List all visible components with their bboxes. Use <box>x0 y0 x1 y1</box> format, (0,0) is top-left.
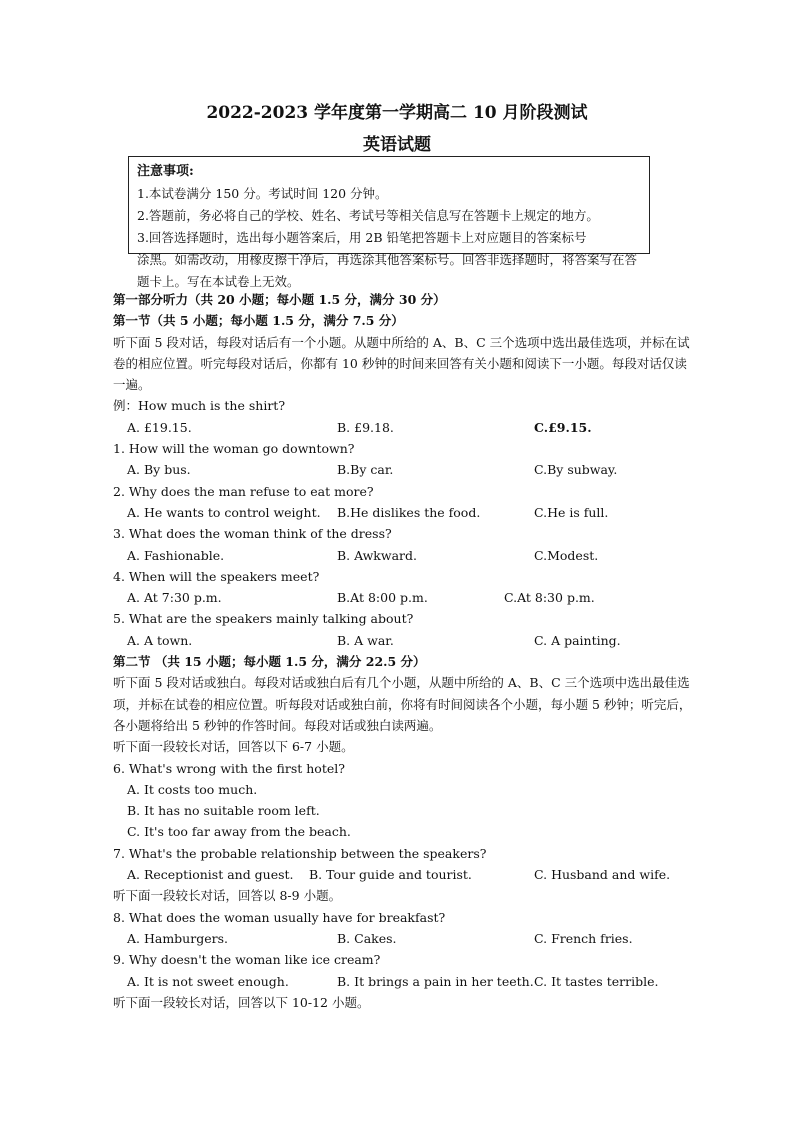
question-7-options <box>113 864 693 885</box>
section1-instructions: 听下面 5 段对话，每段对话后有一个小题。从题中所给的 A、B、C 三个选项中选出最佳选项，并标在试卷的相应位置。听完每段对话后，你都有 10 秒钟的时间来回答有关小题和阅读下一小题。每段对话仅读一遍。 <box>113 334 690 393</box>
question-4: 4. When will the speakers meet? <box>113 568 320 584</box>
example-options <box>113 417 693 438</box>
section2-heading: 第二节 （共 15 小题；每小题 1.5 分，满分 22.5 分） <box>113 654 426 670</box>
option-b: B.He dislikes the food. <box>337 504 481 520</box>
option-c: C.By subway. <box>534 462 618 478</box>
notice-item: 涂黑。如需改动，用橡皮擦干净后，再选涂其他答案标号。回答非选择题时，将答案写在答题卡上。写在本试卷上无效。 <box>137 252 638 289</box>
notice-heading: 注意事项: <box>137 164 194 179</box>
question-2: 2. Why does the man refuse to eat more? <box>113 483 374 499</box>
option-a: A. By bus. <box>127 462 191 478</box>
option-a: A. At 7:30 p.m. <box>127 590 222 606</box>
option-b: B.By car. <box>337 462 394 478</box>
option-b: B. Cakes. <box>337 930 397 946</box>
option-c: C. A painting. <box>534 632 621 648</box>
question-3: 3. What does the woman think of the dress? <box>113 526 392 542</box>
question-1-options <box>113 459 693 480</box>
question-7: 7. What's the probable relationship between the speakers? <box>113 845 487 861</box>
question-2-options <box>113 502 693 523</box>
question-8: 8. What does the woman usually have for breakfast? <box>113 909 446 925</box>
question-8-options <box>113 928 693 949</box>
option-a: A. A town. <box>127 632 193 648</box>
option-a: A. Receptionist and guest. <box>127 867 294 883</box>
option-b: B.At 8:00 p.m. <box>337 590 428 606</box>
notice-item: 1.本试卷满分 150 分。考试时间 120 分钟。 <box>137 186 388 201</box>
option-a: A. It costs too much. <box>127 781 258 797</box>
option-b: B. Awkward. <box>337 547 417 563</box>
question-6: 6. What's wrong with the first hotel? <box>113 760 345 776</box>
option-c: C. It tastes terrible. <box>534 973 659 989</box>
question-9-options <box>113 971 693 992</box>
question-3-options <box>113 545 693 566</box>
question-1: 1. How will the woman go downtown? <box>113 441 355 457</box>
example-question: 例：How much is the shirt? <box>113 398 286 414</box>
option-c: C.He is full. <box>534 504 609 520</box>
option-a: A. Fashionable. <box>127 547 225 563</box>
option-b: B. It has no suitable room left. <box>127 803 320 819</box>
option-c: C. French fries. <box>534 930 633 946</box>
lead-10-12: 听下面一段较长对话，回答以下 10-12 小题。 <box>113 994 370 1010</box>
question-4-options <box>113 587 693 608</box>
option-c: C.At 8:30 p.m. <box>504 590 595 606</box>
notice-item: 2.答题前，务必将自己的学校、姓名、考试号等相关信息写在答题卡上规定的地方。 <box>137 208 599 223</box>
option-c: C. Husband and wife. <box>534 867 671 883</box>
option-c: C.£9.15. <box>534 419 592 435</box>
option-a: A. Hamburgers. <box>127 930 228 946</box>
option-a: A. It is not sweet enough. <box>127 973 289 989</box>
option-a: A. He wants to control weight. <box>127 504 321 520</box>
part1-heading: 第一部分听力（共 20 小题；每小题 1.5 分，满分 30 分） <box>113 292 446 307</box>
option-b: B. Tour guide and tourist. <box>309 867 472 883</box>
option-b: B. £9.18. <box>337 419 394 435</box>
exam-title: 2022-2023 学年度第一学期高二 10 月阶段测试 <box>206 103 588 123</box>
exam-subtitle: 英语试题 <box>363 135 431 155</box>
exam-content <box>113 289 693 1013</box>
section1-heading: 第一节（共 5 小题；每小题 1.5 分，满分 7.5 分） <box>113 313 404 329</box>
notice-item: 3.回答选择题时，选出每小题答案后，用 2B 铅笔把答题卡上对应题目的答案标号 <box>137 230 587 245</box>
option-b: B. It brings a pain in her teeth. <box>337 973 534 989</box>
question-5-options <box>113 630 693 651</box>
question-9: 9. Why doesn't the woman like ice cream? <box>113 952 381 968</box>
lead-8-9: 听下面一段较长对话，回答以 8-9 小题。 <box>113 888 342 904</box>
option-c: C.Modest. <box>534 547 599 563</box>
option-c: C. It's too far away from the beach. <box>127 824 351 840</box>
notice-box <box>128 156 650 289</box>
option-b: B. A war. <box>337 632 394 648</box>
question-5: 5. What are the speakers mainly talking about? <box>113 611 414 627</box>
section2-instructions: 听下面 5 段对话或独白。每段对话或独白后有几个小题，从题中所给的 A、B、C 三个选项中选出最佳选项，并标在试卷的相应位置。听每段对话或独白前，你将有时间阅读各个小题，每小题 5 秒钟；听完后，各小题将给出 5 秒钟的作答时间。每段对话或独白读两遍。 <box>113 675 692 733</box>
lead-6-7: 听下面一段较长对话，回答以下 6-7 小题。 <box>113 739 354 755</box>
option-a: A. £19.15. <box>127 419 192 435</box>
